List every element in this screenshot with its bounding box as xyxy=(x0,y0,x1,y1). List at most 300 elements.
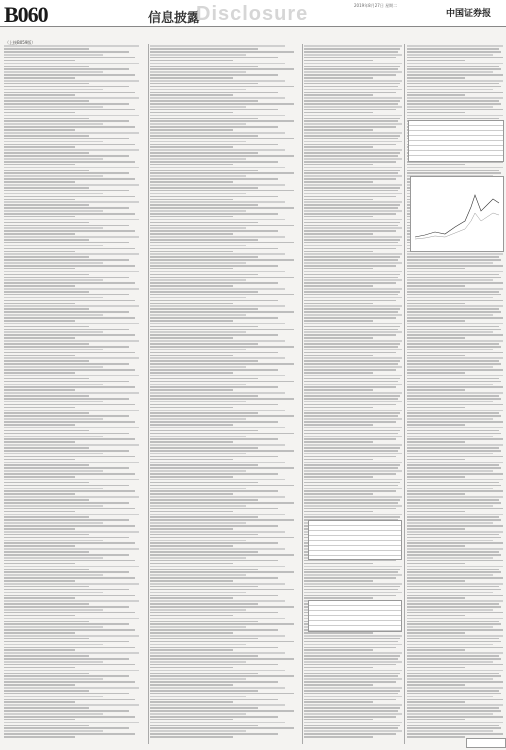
text-line xyxy=(407,699,503,701)
text-line xyxy=(4,233,75,235)
text-line xyxy=(304,357,402,359)
text-line xyxy=(407,331,493,333)
text-line xyxy=(407,45,503,47)
text-line xyxy=(150,329,294,331)
text-line xyxy=(304,473,396,475)
text-line xyxy=(304,343,400,345)
text-line xyxy=(407,329,501,331)
text-line xyxy=(304,149,402,151)
text-line xyxy=(150,444,285,446)
text-line xyxy=(4,704,139,706)
text-line xyxy=(407,525,503,527)
text-line xyxy=(407,363,501,365)
text-line xyxy=(304,369,396,371)
text-line xyxy=(4,175,103,177)
text-line xyxy=(304,305,402,307)
text-line xyxy=(4,132,139,134)
text-line xyxy=(304,271,402,273)
text-line xyxy=(4,540,103,542)
text-line xyxy=(150,184,285,186)
text-line xyxy=(304,381,398,383)
text-line xyxy=(4,68,129,70)
text-line xyxy=(150,138,294,140)
text-line xyxy=(4,236,139,238)
text-line xyxy=(407,670,503,672)
text-line xyxy=(150,424,233,426)
text-line xyxy=(304,412,400,414)
text-line xyxy=(150,146,233,148)
text-line xyxy=(4,632,75,634)
text-line xyxy=(304,294,398,296)
text-line xyxy=(150,470,246,472)
text-line xyxy=(150,542,278,544)
text-line xyxy=(150,603,258,605)
text-line xyxy=(407,733,503,735)
text-line xyxy=(407,294,501,296)
text-line xyxy=(407,389,465,391)
text-line xyxy=(407,482,499,484)
text-line xyxy=(407,725,499,727)
text-line xyxy=(304,401,402,403)
text-line xyxy=(407,597,465,599)
text-line xyxy=(4,167,139,169)
text-line xyxy=(407,704,503,706)
text-line xyxy=(407,490,503,492)
text-line xyxy=(150,129,233,131)
text-line xyxy=(304,210,402,212)
text-line xyxy=(4,438,135,440)
text-line xyxy=(150,459,233,461)
text-line xyxy=(150,436,246,438)
text-line xyxy=(304,701,373,703)
text-line xyxy=(150,467,294,469)
text-line xyxy=(407,118,499,120)
text-line xyxy=(304,45,402,47)
text-line xyxy=(4,516,89,518)
text-line xyxy=(4,626,103,628)
text-line xyxy=(150,412,258,414)
text-line xyxy=(4,181,75,183)
text-line xyxy=(407,589,501,591)
text-line xyxy=(150,545,233,547)
text-line xyxy=(150,600,285,602)
text-line xyxy=(407,583,503,585)
text-line xyxy=(304,51,398,53)
text-line xyxy=(150,710,294,712)
text-line xyxy=(4,305,139,307)
text-line xyxy=(407,675,501,677)
text-line xyxy=(150,343,258,345)
text-line xyxy=(304,74,396,76)
text-line xyxy=(4,511,75,513)
text-line xyxy=(304,248,396,250)
text-line xyxy=(407,395,499,397)
text-line xyxy=(4,606,129,608)
text-line xyxy=(407,103,501,105)
text-line xyxy=(304,314,402,316)
text-line xyxy=(150,94,233,96)
text-line xyxy=(407,664,503,666)
text-line xyxy=(4,664,135,666)
text-line xyxy=(304,193,402,195)
text-line xyxy=(150,583,285,585)
text-line xyxy=(304,279,402,281)
text-line xyxy=(304,597,373,599)
text-line xyxy=(150,571,294,573)
text-line xyxy=(304,115,402,117)
text-line xyxy=(407,681,503,683)
text-line xyxy=(407,410,503,412)
fund-list-column-1 xyxy=(4,44,146,744)
text-line xyxy=(4,713,103,715)
text-line xyxy=(4,557,103,559)
text-line xyxy=(150,736,233,738)
text-line xyxy=(150,305,285,307)
table-row xyxy=(409,151,503,156)
text-line xyxy=(150,722,285,724)
text-line xyxy=(407,511,465,513)
text-line xyxy=(407,531,503,533)
text-line xyxy=(407,74,503,76)
text-line xyxy=(150,713,246,715)
text-line xyxy=(407,285,465,287)
text-line xyxy=(150,560,278,562)
text-line xyxy=(304,268,373,270)
text-line xyxy=(150,398,294,400)
text-line xyxy=(407,618,503,620)
text-line xyxy=(4,456,135,458)
text-line xyxy=(407,424,465,426)
text-line xyxy=(4,696,103,698)
text-line xyxy=(150,462,285,464)
text-line xyxy=(304,652,402,654)
text-line xyxy=(304,511,373,513)
text-line xyxy=(4,404,135,406)
text-line xyxy=(4,375,139,377)
text-line xyxy=(150,268,233,270)
text-line xyxy=(150,557,246,559)
text-line xyxy=(150,664,278,666)
text-line xyxy=(4,158,103,160)
text-line xyxy=(407,412,499,414)
text-line xyxy=(150,190,294,192)
text-line xyxy=(304,233,373,235)
text-line xyxy=(4,699,135,701)
text-line xyxy=(4,337,75,339)
text-line xyxy=(150,297,246,299)
text-line xyxy=(304,404,396,406)
text-line xyxy=(407,476,465,478)
text-line xyxy=(304,77,373,79)
text-line xyxy=(304,375,402,377)
text-line xyxy=(304,172,398,174)
text-line xyxy=(407,545,465,547)
text-line xyxy=(304,459,373,461)
text-line xyxy=(150,684,233,686)
text-line xyxy=(4,372,75,374)
text-line xyxy=(4,571,129,573)
text-line xyxy=(407,372,465,374)
text-line xyxy=(407,355,465,357)
text-line xyxy=(150,384,246,386)
text-line xyxy=(150,609,246,611)
text-line xyxy=(4,600,139,602)
text-line xyxy=(150,450,294,452)
text-line xyxy=(304,696,402,698)
text-line xyxy=(4,450,129,452)
text-line xyxy=(150,519,294,521)
text-line xyxy=(4,623,129,625)
text-line xyxy=(304,100,400,102)
text-line xyxy=(4,265,135,267)
text-line xyxy=(407,450,501,452)
text-line xyxy=(4,482,89,484)
chart-svg xyxy=(411,177,503,251)
text-line xyxy=(150,71,246,73)
text-line xyxy=(4,525,135,527)
text-line xyxy=(4,476,75,478)
text-line xyxy=(4,334,135,336)
text-line xyxy=(150,103,294,105)
text-line xyxy=(407,366,493,368)
text-line xyxy=(4,496,139,498)
text-line xyxy=(304,398,398,400)
text-line xyxy=(304,126,396,128)
text-line xyxy=(407,170,499,172)
text-line xyxy=(407,456,503,458)
data-table xyxy=(308,520,402,560)
text-line xyxy=(4,80,139,82)
text-line xyxy=(407,54,493,56)
text-line xyxy=(4,164,75,166)
text-line xyxy=(304,109,396,111)
text-line xyxy=(4,161,135,163)
text-line xyxy=(407,268,465,270)
text-line xyxy=(304,595,396,597)
text-line xyxy=(304,592,402,594)
text-line xyxy=(407,447,499,449)
text-line xyxy=(407,514,503,516)
text-line xyxy=(150,164,233,166)
text-line xyxy=(150,236,285,238)
text-line xyxy=(407,696,493,698)
text-line xyxy=(150,262,246,264)
text-line xyxy=(150,303,233,305)
text-line xyxy=(407,485,501,487)
text-line xyxy=(4,554,129,556)
text-line xyxy=(150,187,258,189)
text-line xyxy=(4,459,75,461)
text-line xyxy=(4,421,135,423)
text-line xyxy=(150,178,278,180)
text-line xyxy=(150,389,233,391)
text-line xyxy=(407,94,465,96)
text-line xyxy=(150,311,294,313)
text-line xyxy=(304,424,373,426)
text-line xyxy=(4,66,89,68)
text-line xyxy=(407,722,503,724)
text-line xyxy=(4,201,139,203)
text-line xyxy=(4,560,135,562)
text-line xyxy=(304,181,373,183)
text-line xyxy=(150,251,233,253)
text-line xyxy=(4,707,89,709)
text-line xyxy=(407,658,501,660)
text-line xyxy=(304,337,373,339)
text-line xyxy=(4,427,139,429)
text-line xyxy=(304,201,402,203)
text-line xyxy=(407,644,493,646)
text-line xyxy=(150,360,258,362)
issue-date: 2019年8月27日 星期二 xyxy=(354,3,398,8)
text-line xyxy=(304,710,398,712)
text-line xyxy=(304,386,396,388)
text-line xyxy=(304,441,373,443)
text-line xyxy=(407,673,499,675)
text-line xyxy=(304,499,400,501)
text-line xyxy=(4,395,89,397)
text-line xyxy=(407,421,503,423)
text-line xyxy=(150,265,278,267)
text-line xyxy=(150,410,285,412)
text-line xyxy=(150,690,258,692)
text-line xyxy=(150,511,233,513)
text-line xyxy=(407,502,501,504)
text-line xyxy=(304,467,398,469)
text-line xyxy=(304,262,402,264)
text-line xyxy=(150,447,258,449)
text-line xyxy=(304,152,400,154)
text-line xyxy=(407,357,503,359)
text-line xyxy=(304,167,402,169)
text-line xyxy=(4,502,129,504)
text-line xyxy=(407,48,499,50)
text-line xyxy=(304,363,398,365)
text-line xyxy=(150,626,246,628)
text-line xyxy=(304,684,373,686)
text-line xyxy=(407,638,499,640)
text-line xyxy=(150,707,258,709)
text-line xyxy=(304,699,396,701)
text-line xyxy=(150,181,233,183)
text-line xyxy=(407,505,493,507)
text-line xyxy=(150,430,258,432)
text-line xyxy=(407,438,503,440)
text-line xyxy=(4,268,75,270)
text-line xyxy=(4,227,103,229)
text-line xyxy=(304,219,402,221)
text-line xyxy=(4,274,89,276)
text-line xyxy=(304,664,396,666)
text-line xyxy=(4,381,129,383)
text-line xyxy=(407,626,493,628)
text-line xyxy=(4,701,75,703)
text-line xyxy=(150,48,258,50)
text-line xyxy=(4,360,89,362)
text-line xyxy=(150,548,285,550)
text-line xyxy=(304,355,373,357)
text-line xyxy=(4,436,103,438)
text-line xyxy=(304,571,398,573)
text-line xyxy=(150,485,294,487)
text-line xyxy=(150,144,278,146)
text-line xyxy=(150,109,278,111)
text-line xyxy=(150,219,285,221)
text-line xyxy=(150,253,285,255)
text-line xyxy=(304,158,402,160)
text-line xyxy=(304,410,402,412)
text-line xyxy=(4,635,139,637)
text-line xyxy=(4,548,139,550)
text-line xyxy=(407,730,493,732)
text-line xyxy=(407,629,503,631)
text-line xyxy=(150,155,294,157)
text-line xyxy=(4,430,89,432)
text-line xyxy=(150,51,294,53)
text-line xyxy=(4,343,89,345)
text-line xyxy=(407,713,493,715)
text-line xyxy=(4,488,103,490)
text-line xyxy=(4,470,103,472)
text-line xyxy=(4,384,103,386)
text-line xyxy=(4,462,139,464)
text-line xyxy=(407,259,501,261)
text-line xyxy=(304,222,400,224)
text-line xyxy=(407,508,503,510)
text-line xyxy=(304,94,373,96)
text-line xyxy=(407,444,503,446)
text-line xyxy=(304,366,402,368)
text-line xyxy=(4,242,129,244)
text-line xyxy=(407,256,499,258)
text-line xyxy=(4,690,89,692)
text-line xyxy=(407,667,465,669)
text-line xyxy=(304,560,396,562)
text-line xyxy=(150,401,246,403)
text-line xyxy=(4,652,139,654)
text-line xyxy=(150,245,246,247)
text-line xyxy=(304,129,373,131)
text-line xyxy=(150,161,278,163)
text-line xyxy=(150,308,258,310)
text-line xyxy=(4,569,89,571)
section-en-title: Disclosure xyxy=(196,3,309,25)
text-line xyxy=(304,187,400,189)
text-line xyxy=(150,346,294,348)
text-line xyxy=(407,467,501,469)
text-line xyxy=(4,531,139,533)
text-line xyxy=(4,479,139,481)
text-line xyxy=(4,97,139,99)
text-line xyxy=(150,68,294,70)
text-line xyxy=(407,592,493,594)
text-line xyxy=(150,727,294,729)
text-line xyxy=(4,253,139,255)
text-line xyxy=(407,580,465,582)
text-line xyxy=(4,129,75,131)
text-line xyxy=(407,707,499,709)
text-line xyxy=(4,178,135,180)
text-line xyxy=(150,638,258,640)
text-line xyxy=(4,716,135,718)
text-line xyxy=(304,66,400,68)
text-line xyxy=(4,378,89,380)
text-line xyxy=(407,279,493,281)
text-line xyxy=(150,378,258,380)
text-line xyxy=(4,615,75,617)
text-line xyxy=(407,430,499,432)
text-line xyxy=(304,48,400,50)
